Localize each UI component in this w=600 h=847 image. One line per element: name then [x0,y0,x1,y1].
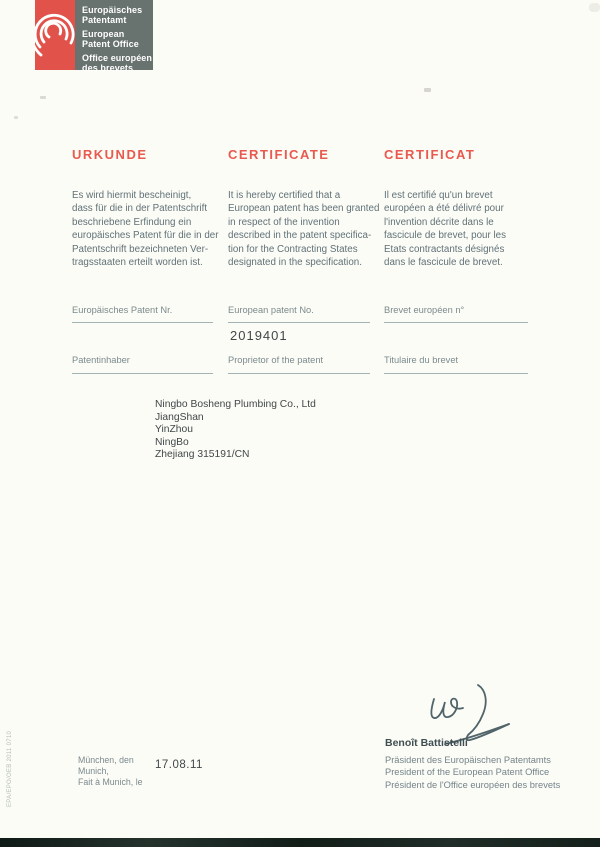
title-de: URKUNDE [72,147,148,162]
issue-date: 17.08.11 [155,759,203,771]
proprietor-label-fr: Titulaire du brevet [384,355,528,374]
logo-org-de-line2: Patentamt [82,15,127,25]
scan-artifact [589,3,600,12]
signatory-titles: Präsident des Europäischen Patentamts President of the European Patent Office Président de l'Office européen des brevets [385,755,561,790]
logo-org-en-line1: European [82,29,125,39]
title-en: CERTIFICATE [228,147,330,162]
patent-number-label-fr: Brevet européen n° [384,305,528,323]
patent-number-value: 2019401 [230,328,288,343]
scan-artifact [14,116,18,119]
proprietor-company: Ningbo Bosheng Plumbing Co., Ltd [155,399,316,410]
issue-place: München, den Munich, Fait à Munich, le [78,755,143,787]
scan-artifact [40,96,46,99]
logo-org-fr-line2: des brevets [82,63,134,73]
patent-number-label-en: European patent No. [228,305,370,323]
intro-paragraph-de: Es wird hiermit bescheinigt, dass für die in der Patentschrift beschriebene Erfindung ein europäisches Patent für die in der Patentschrift bezeichneten Ver- tragsstaaten erteilt worden ist. [72,190,219,269]
title-fr: CERTIFICAT [384,147,476,162]
scan-edge-strip [0,838,600,847]
proprietor-label-de: Patentinhaber [72,355,213,374]
patent-number-label-de: Europäisches Patent Nr. [72,305,213,323]
epo-logo-text-block [75,0,153,73]
logo-org-fr-line1: Office européen [82,53,153,63]
form-code-vertical: EPA/EPO/OEB 2011 0710 [7,730,13,807]
intro-paragraph-en: It is hereby certified that a European patent has been granted in respect of the invention described in the patent specifica- tion for the Contracting States designated in the specification. [228,190,380,269]
intro-paragraph-fr: Il est certifié qu'un brevet européen a été délivré pour l'invention décrite dans le fascicule de brevet, pour les Etats contractants désignés dans le fascicule de brevet. [384,190,506,269]
proprietor-address: Ningbo Bosheng Plumbing Co., Ltd JiangShan YinZhou NingBo Zhejiang 315191/CN [155,399,316,461]
signatory-name: Benoît Battistelli [385,737,468,749]
proprietor-label-en: Proprietor of the patent [228,355,370,374]
epo-logo-red-block [35,0,75,70]
logo-org-de-line1: Europäisches [82,5,143,15]
scan-artifact [424,88,431,92]
logo-org-en-line2: Patent Office [82,39,139,49]
epo-swirl-icon [35,0,75,70]
